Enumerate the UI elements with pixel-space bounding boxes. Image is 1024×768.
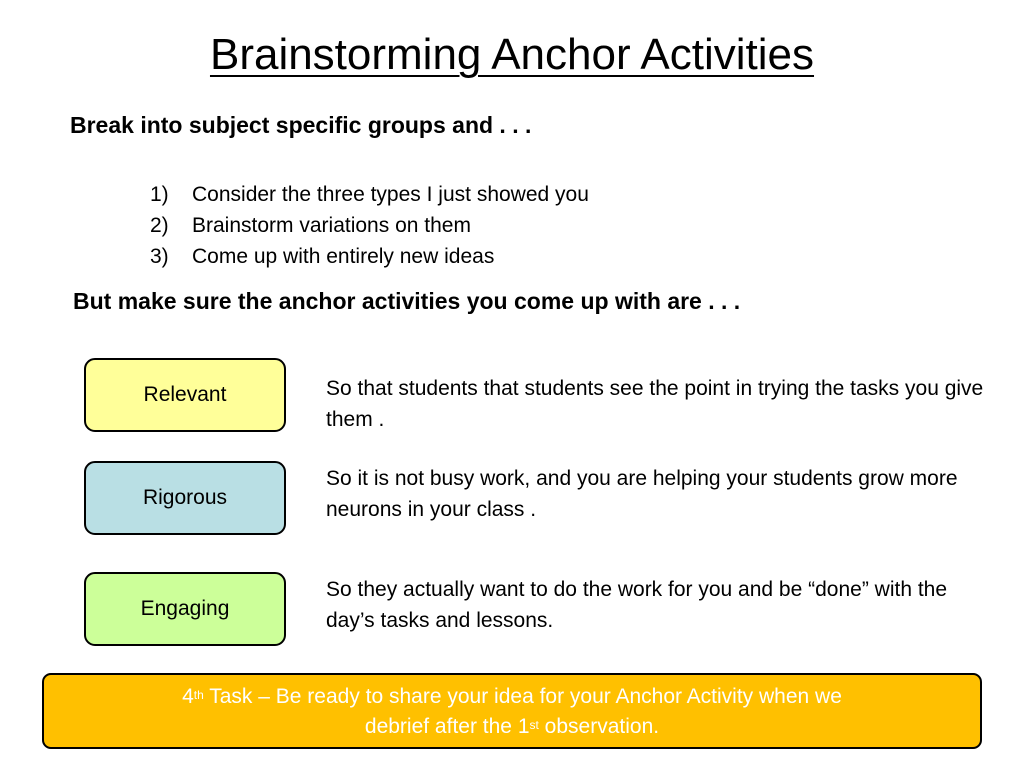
task-line-1 [44,682,980,712]
step-text: Brainstorm variations on them [192,214,471,237]
criterion-relevant-description: So that students that students see the point in trying the tasks you give them . [326,377,984,431]
task-banner [42,673,982,749]
task-line-2 [44,712,980,742]
steps-list [150,179,589,272]
task-text-b: debrief after the 1 [364,715,530,738]
step-text: Consider the three types I just showed you [192,183,589,206]
step-number: 3) [150,245,169,268]
task-number: 4 [182,685,194,708]
task-text-a: Task – Be ready to share your idea for your Anchor Activity when we [203,685,842,708]
task-ordinal-suffix: st [529,718,539,732]
list-item [150,210,589,241]
slide-title: Brainstorming Anchor Activities [209,30,815,79]
criterion-engaging-description: So they actually want to do the work for you and be “done” with the day’s tasks and lessons. [326,578,948,632]
step-text: Come up with entirely new ideas [192,245,495,268]
criterion-relevant-box: Relevant [84,358,286,432]
intro-text: Break into subject specific groups and . . . [70,112,532,138]
list-item [150,179,589,210]
criterion-engaging-box: Engaging [84,572,286,646]
task-text-c: observation. [538,715,660,738]
step-number: 2) [150,214,169,237]
step-number: 1) [150,183,169,206]
list-item [150,241,589,272]
task-number-suffix: th [193,688,204,702]
criterion-rigorous-box: Rigorous [84,461,286,535]
caution-text: But make sure the anchor activities you come up with are . . . [73,288,741,314]
criterion-rigorous-description: So it is not busy work, and you are helping your students grow more neurons in your class . [326,467,958,521]
